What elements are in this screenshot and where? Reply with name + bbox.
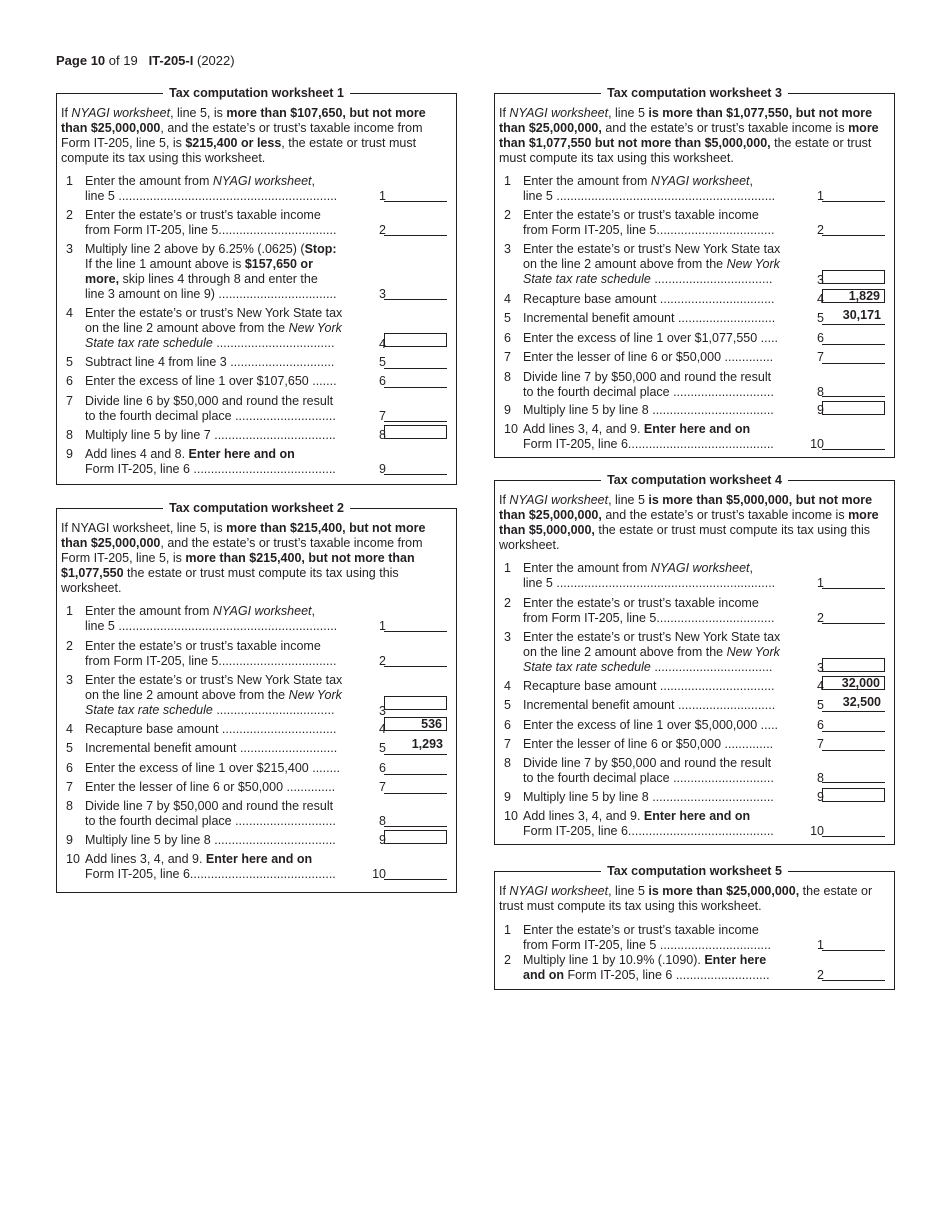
line-4-box[interactable]: 32,000: [822, 676, 885, 690]
worksheet-2: Tax computation worksheet 2 If NYAGI worksheet, line 5, is more than $215,400, but not more than $25,000,000, and the estate’s or trust’s taxable income from Form IT-205, line 5, is more than $215,400, but not more than $1,077,550 the estate or trust must compute its tax using this worksheet. 1 Enter the amount from NYAGI worksheet, line 5 ............................................................... 1 2 Enter the estate’s or trust’s taxable income from Form IT-205, line 5.................................. 2 3 Enter the estate’s or trust’s New York State tax on the line 2 amount above from the New York State tax rate schedule .................................. 3 4 Recapture base amount ................................. 4 536 5 Incremental benefit amount ............................ 5 1,293 6 Enter the excess of line 1 over $215,400 ........ 6 7 Enter the lesser of line 6 or $50,000 .............. 7 8 Divide line 7 by $50,000 and round the result to the fourth decimal place ............................. 8 9 Multiply line 5 by line 8 ................................... 9 10 Add lines 3, 4, and 9. Enter here and on Form IT-205, line 6.......................................... 10: [56, 508, 457, 893]
line-8-input[interactable]: [384, 812, 447, 827]
worksheet-3: Tax computation worksheet 3 If NYAGI worksheet, line 5 is more than $1,077,550, but not more than $25,000,000, and the estate’s or trust’s taxable income is more than $1,077,550 but not more than $5,000,000, the estate or trust must compute its tax using this worksheet. 1 Enter the amount from NYAGI worksheet, line 5 ............................................................... 1 2 Enter the estate’s or trust’s taxable income from Form IT-205, line 5.................................. 2 3 Enter the estate’s or trust’s New York State tax on the line 2 amount above from the New York State tax rate schedule .................................. 3 4 Recapture base amount ................................. 4 1,829 5 Incremental benefit amount ............................ 5 30,171 6 Enter the excess of line 1 over $1,077,550 ..... 6 7 Enter the lesser of line 6 or $50,000 .............. 7 8 Divide line 7 by $50,000 and round the result to the fourth decimal place ............................. 8 9 Multiply line 5 by line 8 ................................... 9 10 Add lines 3, 4, and 9. Enter here and on Form IT-205, line 6.......................................... 10: [494, 93, 895, 458]
worksheet-4: Tax computation worksheet 4 If NYAGI worksheet, line 5 is more than $5,000,000, but not more than $25,000,000, and the estate’s or trust’s taxable income is more than $5,000,000, the estate or trust must compute its tax using this worksheet. 1 Enter the amount from NYAGI worksheet, line 5 ............................................................... 1 2 Enter the estate’s or trust’s taxable income from Form IT-205, line 5.................................. 2 3 Enter the estate’s or trust’s New York State tax on the line 2 amount above from the New York State tax rate schedule .................................. 3 4 Recapture base amount ................................. 4 32,000 5 Incremental benefit amount ............................ 5 32,500 6 Enter the excess of line 1 over $5,000,000 ..... 6 7 Enter the lesser of line 6 or $50,000 .............. 7 8 Divide line 7 by $50,000 and round the result to the fourth decimal place ............................. 8 9 Multiply line 5 by line 8 ................................... 9 10 Add lines 3, 4, and 9. Enter here and on Form IT-205, line 6.......................................... 10: [494, 480, 895, 845]
line-1-input[interactable]: [384, 617, 447, 632]
line-3-box[interactable]: [822, 270, 885, 284]
line-5-input[interactable]: [384, 354, 447, 369]
line-5-input[interactable]: [822, 310, 885, 325]
line-1-input[interactable]: [822, 187, 885, 202]
worksheet-intro: If NYAGI worksheet, line 5, is more than $215,400, but not more than $25,000,000, and the estate’s or trust’s taxable income from Form IT-205, line 5, is more than $215,400, but not more than $1,077,550 the estate or trust must compute its tax using this worksheet.: [61, 521, 426, 595]
worksheet-intro: If NYAGI worksheet, line 5 is more than $25,000,000, the estate or trust must compute its tax using this worksheet.: [499, 884, 873, 913]
line-8-input[interactable]: [822, 382, 885, 397]
line-8-input[interactable]: [822, 768, 885, 783]
worksheet-title: Tax computation worksheet 4: [601, 473, 788, 487]
line-2-input[interactable]: [384, 652, 447, 667]
line-6-input[interactable]: [822, 330, 885, 345]
line-6-input[interactable]: [384, 760, 447, 775]
line-4-box[interactable]: 536: [384, 717, 447, 731]
line-6-input[interactable]: [822, 717, 885, 732]
line-4-box[interactable]: [384, 333, 447, 347]
worksheet-intro: If NYAGI worksheet, line 5 is more than $5,000,000, but not more than $25,000,000, and the estate’s or trust’s taxable income is more than $5,000,000, the estate or trust must compute its tax using this worksheet.: [499, 493, 879, 552]
worksheet-title: Tax computation worksheet 5: [601, 864, 788, 878]
line-5-input[interactable]: [384, 740, 447, 755]
worksheet-intro: If NYAGI worksheet, line 5 is more than $1,077,550, but not more than $25,000,000, and the estate’s or trust’s taxable income is more than $1,077,550 but not more than $5,000,000, the estate or trust must compute its tax using this worksheet.: [499, 106, 879, 165]
line-10-input[interactable]: [822, 435, 885, 450]
line-7-input[interactable]: [384, 779, 447, 794]
line-2-input[interactable]: [822, 966, 885, 981]
line-9-box[interactable]: [822, 401, 885, 415]
line-9-input[interactable]: [384, 460, 447, 475]
line-2-input[interactable]: [384, 221, 447, 236]
worksheet-5: Tax computation worksheet 5 If NYAGI worksheet, line 5 is more than $25,000,000, the estate or trust must compute its tax using this worksheet. 1 Enter the estate’s or trust’s taxable income from Form IT-205, line 5 ................................ 1 2 Multiply line 1 by 10.9% (.1090). Enter here and on Form IT-205, line 6 ........................... 2: [494, 871, 895, 990]
line-5-value: 1,293: [411, 737, 443, 751]
line-2-input[interactable]: [822, 221, 885, 236]
line-3-input[interactable]: [384, 285, 447, 300]
line-9-box[interactable]: [822, 788, 885, 802]
line-4-box[interactable]: 1,829: [822, 289, 885, 303]
line-10-input[interactable]: [384, 865, 447, 880]
line-5-value: 30,171: [842, 308, 881, 322]
worksheet-title: Tax computation worksheet 3: [601, 86, 788, 100]
worksheet-title: Tax computation worksheet 1: [163, 86, 350, 100]
line-1-input[interactable]: [822, 574, 885, 589]
line-7-input[interactable]: [822, 736, 885, 751]
line-5-input[interactable]: [822, 697, 885, 712]
line-1-input[interactable]: [822, 936, 885, 951]
line-7-input[interactable]: [822, 349, 885, 364]
line-1-input[interactable]: [384, 187, 447, 202]
worksheet-title: Tax computation worksheet 2: [163, 501, 350, 515]
line-6-input[interactable]: [384, 373, 447, 388]
worksheet-1: Tax computation worksheet 1 If NYAGI worksheet, line 5, is more than $107,650, but not more than $25,000,000, and the estate’s or trust’s taxable income from Form IT-205, line 5, is $215,400 or less, the estate or trust must compute its tax using this worksheet. 1 Enter the amount from NYAGI worksheet, line 5 ............................................................... 1 2 Enter the estate’s or trust’s taxable income from Form IT-205, line 5.................................. 2 3 Multiply line 2 above by 6.25% (.0625) (Stop: If the line 1 amount above is $157,650 or more, skip lines 4 through 8 and enter the line 3 amount on line 9) .................................. 3 4 Enter the estate’s or trust’s New York State tax on the line 2 amount above from the New York State tax rate schedule .................................. 4 5 Subtract line 4 from line 3 .............................. 5 6 Enter the excess of line 1 over $107,650 ....... 6 7 Divide line 6 by $50,000 and round the result to the fourth decimal place ............................. 7 8 Multiply line 5 by line 7 ................................... 8 9 Add lines 4 and 8. Enter here and on Form IT-205, line 6 ......................................... 9: [56, 93, 457, 485]
line-9-box[interactable]: [384, 830, 447, 844]
line-8-box[interactable]: [384, 425, 447, 439]
line-3-box[interactable]: [384, 696, 447, 710]
line-2-input[interactable]: [822, 609, 885, 624]
page-header: Page 10 of 19 IT-205-I (2022): [56, 53, 235, 68]
line-3-box[interactable]: [822, 658, 885, 672]
line-7-input[interactable]: [384, 407, 447, 422]
line-10-input[interactable]: [822, 822, 885, 837]
line-5-value: 32,500: [842, 695, 881, 709]
worksheet-intro: If NYAGI worksheet, line 5, is more than $107,650, but not more than $25,000,000, and the estate’s or trust’s taxable income from Form IT-205, line 5, is $215,400 or less, the estate or trust must compute its tax using this worksheet.: [61, 106, 426, 165]
